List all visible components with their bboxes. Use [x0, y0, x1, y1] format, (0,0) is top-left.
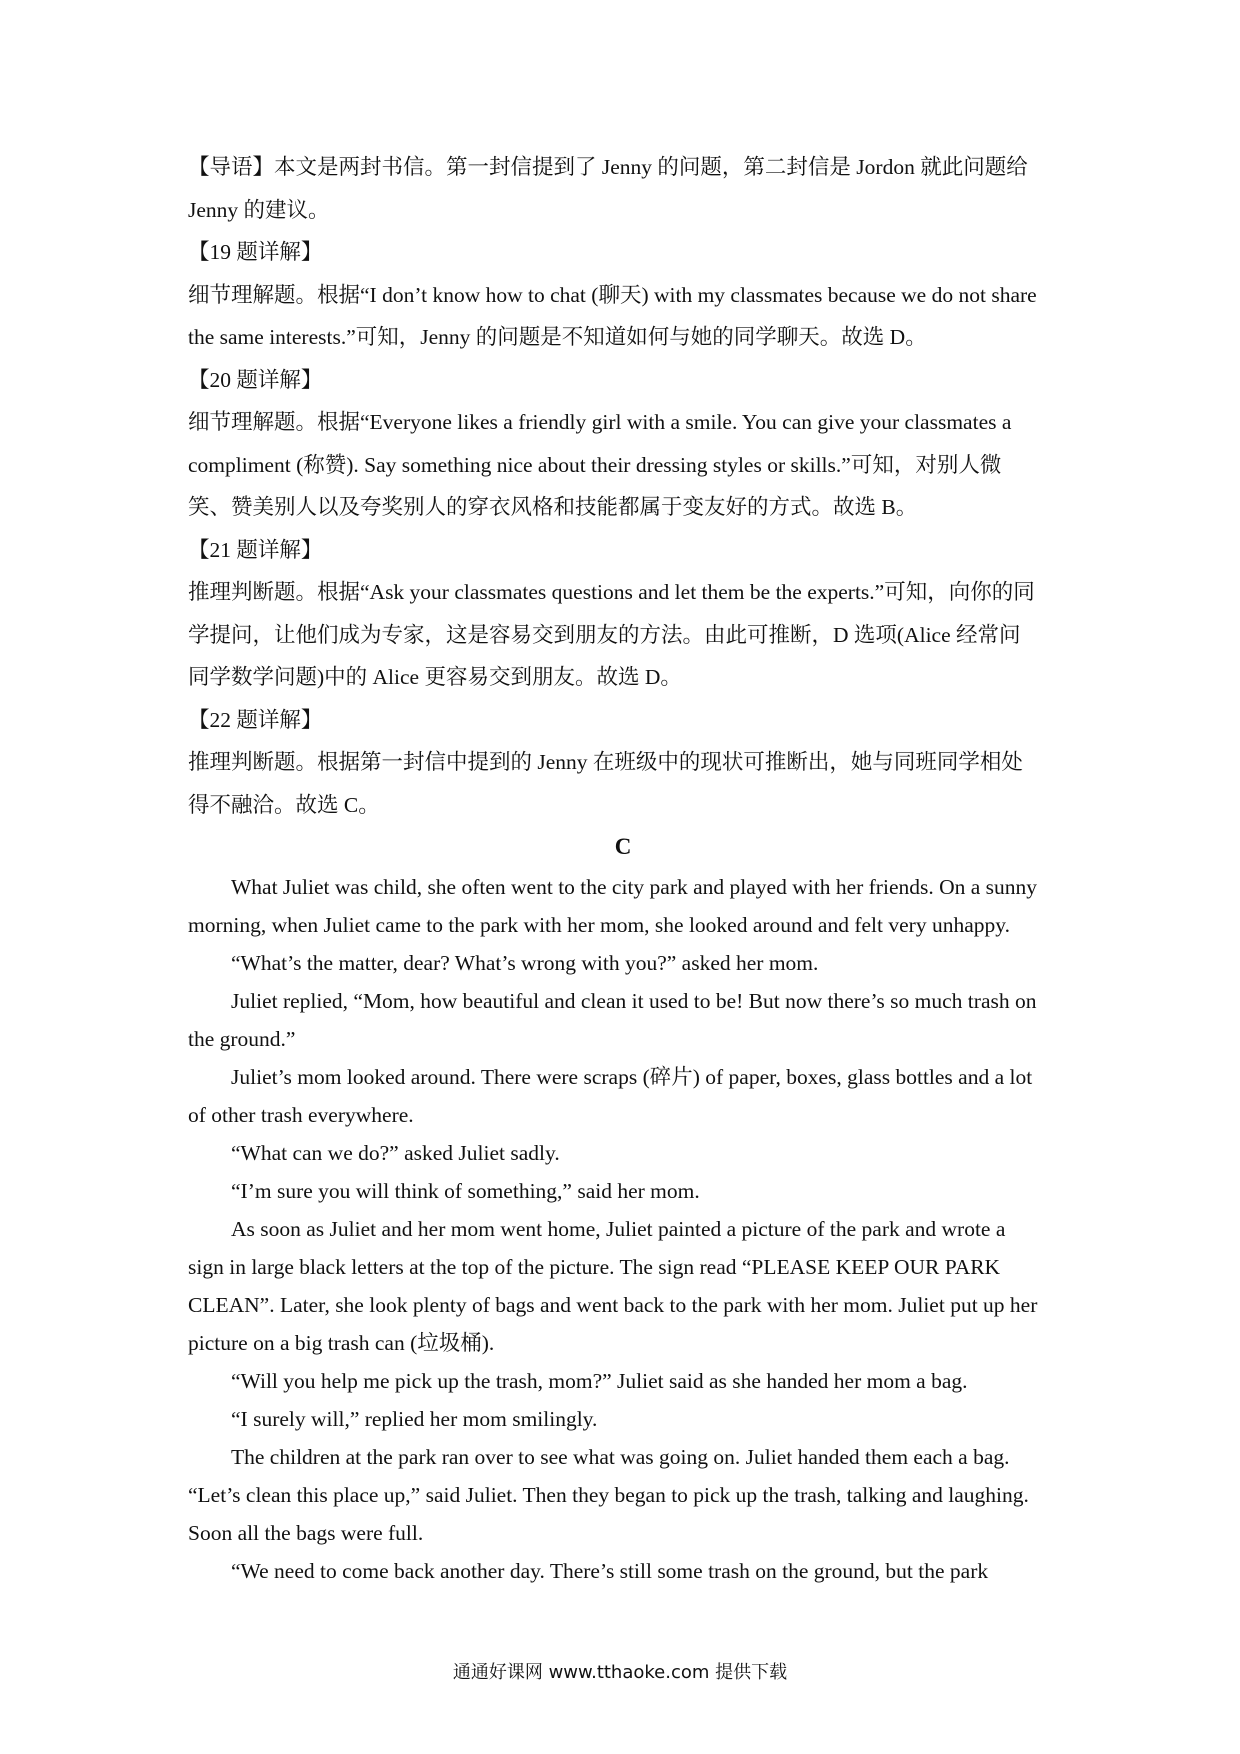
passage-line: “I surely will,” replied her mom smilingly.	[231, 1407, 598, 1431]
q20-line-1: 细节理解题。根据“Everyone likes a friendly girl with a smile. You can give your classmates a	[188, 410, 1012, 434]
footer-watermark: 通通好课网 www.tthaoke.com 提供下载	[452, 1662, 788, 1683]
q20-heading: 【20 题详解】	[188, 367, 323, 392]
passage-line: Soon all the bags were full.	[188, 1521, 424, 1545]
reading-passage	[188, 868, 1058, 1590]
intro-line-2: Jenny 的建议。	[188, 197, 330, 222]
q21-line-1: 推理判断题。根据“Ask your classmates questions and let them be the experts.”可知，向你的同	[188, 580, 1035, 604]
q22-heading: 【22 题详解】	[188, 707, 323, 732]
q21-line-3: 同学数学问题)中的 Alice 更容易交到朋友。故选 D。	[188, 665, 682, 689]
passage-line: The children at the park ran over to see what was going on. Juliet handed them each a bag.	[231, 1445, 1010, 1469]
q19-heading: 【19 题详解】	[188, 240, 323, 264]
passage-line: of other trash everywhere.	[188, 1103, 414, 1127]
section-title: C	[614, 834, 632, 859]
q21-line-2: 学提问，让他们成为专家，这是容易交到朋友的方法。由此可推断，D 选项(Alice 经常问	[188, 622, 1021, 647]
passage-line: “What can we do?” asked Juliet sadly.	[231, 1141, 560, 1165]
q20-line-3: 笑、赞美别人以及夸奖别人的穿衣风格和技能都属于变友好的方式。故选 B。	[188, 495, 918, 519]
page-content	[188, 146, 1058, 1590]
passage-line: Juliet’s mom looked around. There were scraps (碎片) of paper, boxes, glass bottles and a lot	[231, 1065, 1033, 1089]
passage-line: the ground.”	[188, 1027, 296, 1051]
passage-line: As soon as Juliet and her mom went home, Juliet painted a picture of the park and wrote a	[231, 1217, 1006, 1241]
passage-line: “We need to come back another day. There’s still some trash on the ground, but the park	[231, 1559, 989, 1583]
q21-heading: 【21 题详解】	[188, 537, 323, 562]
passage-line: sign in large black letters at the top of the picture. The sign read “PLEASE KEEP OUR PARK	[188, 1255, 1001, 1279]
answer-explanation	[188, 146, 1058, 826]
passage-line: “I’m sure you will think of something,” said her mom.	[231, 1179, 700, 1203]
passage-line: morning, when Juliet came to the park with her mom, she looked around and felt very unhappy.	[188, 913, 1010, 937]
passage-line: Juliet replied, “Mom, how beautiful and clean it used to be! But now there’s so much trash on	[231, 989, 1037, 1013]
q19-line-1: 细节理解题。根据“I don’t know how to chat (聊天) with my classmates because we do not share	[188, 282, 1037, 307]
q22-line-1: 推理判断题。根据第一封信中提到的 Jenny 在班级中的现状可推断出，她与同班同学相处	[188, 750, 1023, 774]
q22-line-2: 得不融洽。故选 C。	[188, 792, 380, 817]
passage-line: “What’s the matter, dear? What’s wrong with you?” asked her mom.	[231, 951, 819, 975]
passage-line: CLEAN”. Later, she look plenty of bags and went back to the park with her mom. Juliet put up her	[188, 1293, 1038, 1317]
passage-line: picture on a big trash can (垃圾桶).	[188, 1331, 495, 1355]
q20-line-2: compliment (称赞). Say something nice about their dressing styles or skills.”可知，对别人微	[188, 452, 1002, 477]
passage-line: What Juliet was child, she often went to the city park and played with her friends. On a sunny	[231, 875, 1038, 899]
passage-line: “Will you help me pick up the trash, mom?” Juliet said as she handed her mom a bag.	[231, 1369, 968, 1393]
passage-line: “Let’s clean this place up,” said Juliet. Then they began to pick up the trash, talking and laughing.	[188, 1483, 1029, 1507]
q19-line-2: the same interests.”可知，Jenny 的问题是不知道如何与她的同学聊天。故选 D。	[188, 325, 927, 349]
intro-line-1: 【导语】本文是两封书信。第一封信提到了 Jenny 的问题，第二封信是 Jordon 就此问题给	[188, 155, 1028, 179]
